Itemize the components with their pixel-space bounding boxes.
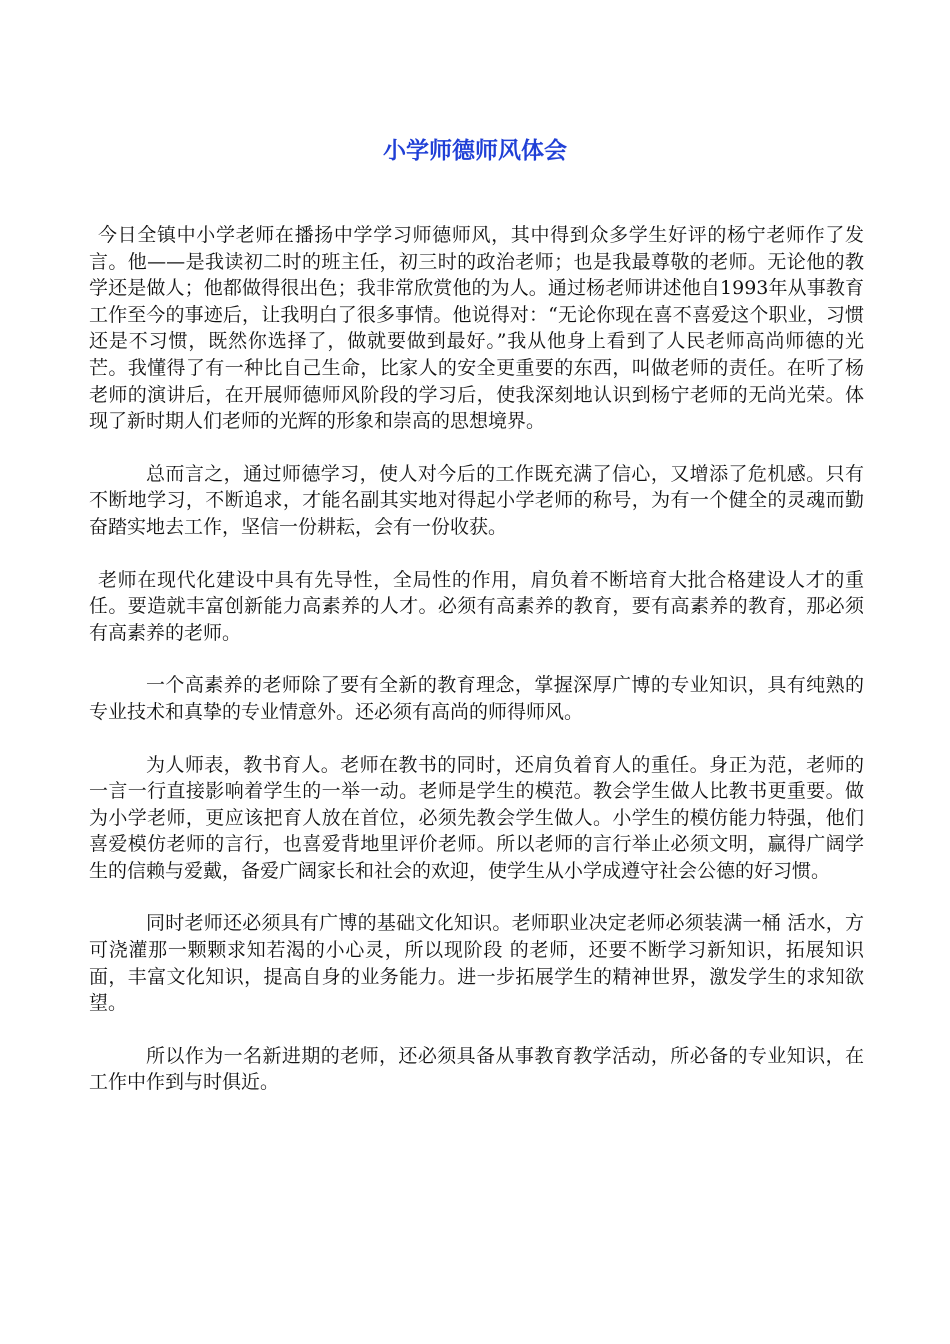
paragraph-2: 总而言之，通过师德学习，使人对今后的工作既充满了信心，又增添了危机感。只有不断地学习，不断追求，才能名副其实地对得起小学老师的称号，为有一个健全的灵魂而勤奋踏实地去工作，坚信一份耕耘，会有一份收获。 <box>89 462 864 538</box>
paragraph-6: 同时老师还必须具有广博的基础文化知识。老师职业决定老师必须装满一桶 活水，方可浇灌那一颗颗求知若渴的小心灵，所以现阶段 的老师，还要不断学习新知识，拓展知识面，丰富文化知识，提高自身的业务能力。进一步拓展学生的精神世界，激发学生的求知欲望。 <box>89 912 864 1015</box>
paragraph-1: 今日全镇中小学老师在播扬中学学习师德师风，其中得到众多学生好评的杨宁老师作了发言。他——是我读初二时的班主任，初三时的政治老师；也是我最尊敬的老师。无论他的教学还是做人；他都做得很出色；我非常欣赏他的为人。通过杨老师讲述他自1993年从事教育工作至今的事迹后，让我明白了很多事情。他说得对：“无论你现在喜不喜爱这个职业，习惯还是不习惯，既然你选择了，做就要做到最好。”我从他身上看到了人民老师高尚师德的光芒。我懂得了有一种比自己生命，比家人的安全更重要的东西，叫做老师的责任。在听了杨老师的演讲后，在开展师德师风阶段的学习后，使我深刻地认识到杨宁老师的无尚光荣。体现了新时期人们老师的光辉的形象和崇高的思想境界。 <box>89 224 864 433</box>
paragraph-7: 所以作为一名新进期的老师，还必须具备从事教育教学活动，所必备的专业知识，在工作中作到与时俱近。 <box>89 1044 864 1094</box>
document-body <box>89 222 864 1122</box>
paragraph-5: 为人师表，教书育人。老师在教书的同时，还肩负着育人的重任。身正为范，老师的一言一行直接影响着学生的一举一动。老师是学生的模范。教会学生做人比教书更重要。做为小学老师，更应该把育人放在首位，必须先教会学生做人。小学生的模仿能力特强，他们喜爱模仿老师的言行，也喜爱背地里评价老师。所以老师的言行举止必须文明，赢得广阔学生的信赖与爱戴，备爱广阔家长和社会的欢迎，使学生从小学成遵守社会公德的好习惯。 <box>89 753 864 882</box>
page-title: 小学师德师风体会 <box>383 138 567 164</box>
paragraph-4: 一个高素养的老师除了要有全新的教育理念，掌握深厚广博的专业知识，具有纯熟的专业技术和真挚的专业情意外。还必须有高尚的师得师风。 <box>89 674 864 723</box>
paragraph-3: 老师在现代化建设中具有先导性，全局性的作用，肩负着不断培育大批合格建设人才的重任。要造就丰富创新能力高素养的人才。必须有高素养的教育，要有高素养的教育，那必须有高素养的老师。 <box>89 568 864 644</box>
